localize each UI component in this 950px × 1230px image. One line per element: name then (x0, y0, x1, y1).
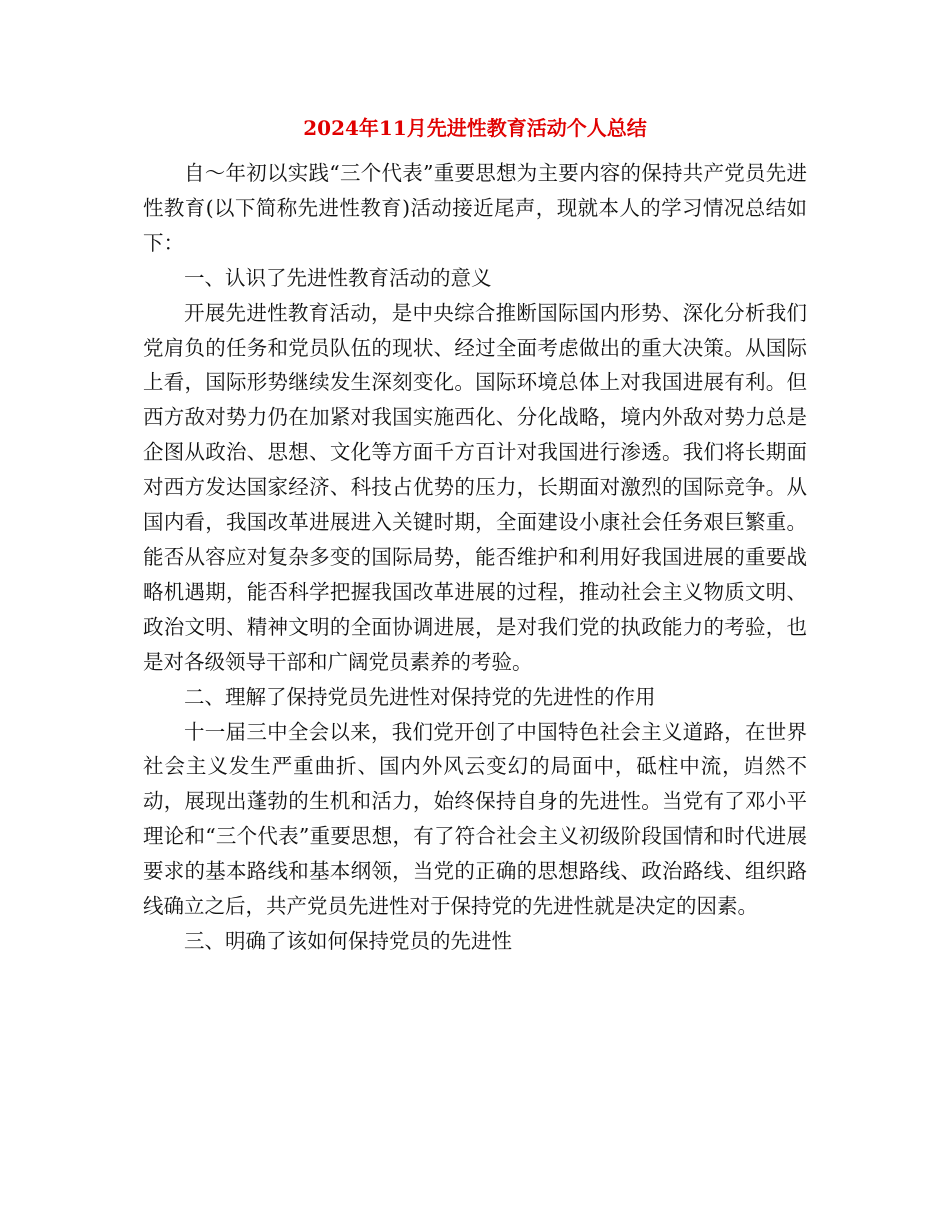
section-heading-2: 二、理解了保持党员先进性对保持党的先进性的作用 (184, 684, 656, 709)
document-title: 2024年11月先进性教育活动个人总结 (303, 116, 647, 140)
section-heading-3: 三、明确了该如何保持党员的先进性 (184, 928, 512, 953)
section-heading-1: 一、认识了先进性教育活动的意义 (184, 265, 492, 290)
paragraph-section-2: 十一届三中全会以来，我们党开创了中国特色社会主义道路，在世界社会主义发生严重曲折、国内外风云变幻的局面中，砥柱中流，岿然不动，展现出蓬勃的生机和活力，始终保持自身的先进性。当党有了邓小平理论和“三个代表”重要思想，有了符合社会主义初级阶段国情和时代进展要求的基本路线和基本纲领，当党的正确的思想路线、政治路线、组织路线确立之后，共产党员先进性对于保持党的先进性就是决定的因素。 (143, 719, 807, 919)
document-body (143, 156, 807, 959)
paragraph-intro: 自～年初以实践“三个代表”重要思想为主要内容的保持共产党员先进性教育(以下简称先进性教育)活动接近尾声，现就本人的学习情况总结如下： (143, 161, 807, 255)
paragraph-section-1: 开展先进性教育活动，是中央综合推断国际国内形势、深化分析我们党肩负的任务和党员队伍的现状、经过全面考虑做出的重大决策。从国际上看，国际形势继续发生深刻变化。国际环境总体上对我国进展有利。但西方敌对势力仍在加紧对我国实施西化、分化战略，境内外敌对势力总是企图从政治、思想、文化等方面千方百计对我国进行渗透。我们将长期面对西方发达国家经济、科技占优势的压力，长期面对激烈的国际竞争。从国内看，我国改革进展进入关键时期，全面建设小康社会任务艰巨繁重。能否从容应对复杂多变的国际局势，能否维护和利用好我国进展的重要战略机遇期，能否科学把握我国改革进展的过程，推动社会主义物质文明、政治文明、精神文明的全面协调进展，是对我们党的执政能力的考验，也是对各级领导干部和广阔党员素养的考验。 (143, 300, 807, 674)
